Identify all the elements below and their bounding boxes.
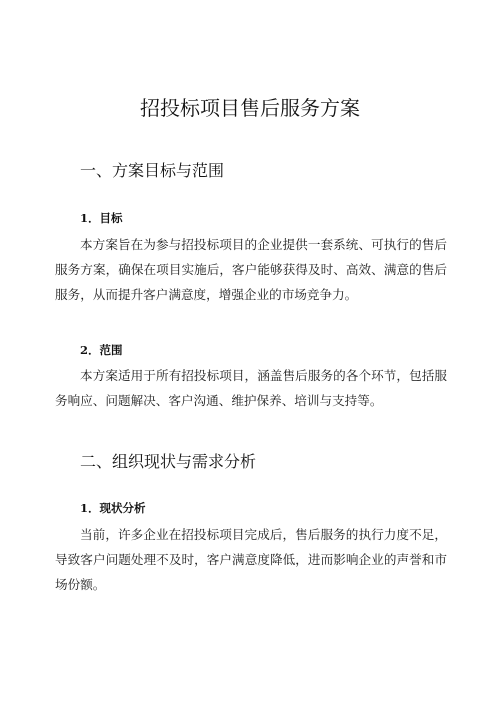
subsection-heading-goal: 1．目标: [80, 211, 123, 225]
section-heading-2: 二、组织现状与需求分析: [80, 452, 257, 471]
subsection-heading-status: 1．现状分析: [80, 501, 146, 515]
subsection-heading-scope: 2．范围: [80, 343, 123, 357]
paragraph-status: 当前，许多企业在招投标项目完成后，售后服务的执行力度不足，导致客户问题处理不及时，客户满意度降低，进而影响企业的声誉和市场份额。: [55, 527, 447, 592]
paragraph-goal: 本方案旨在为参与招投标项目的企业提供一套系统、可执行的售后服务方案，确保在项目实施后，客户能够获得及时、高效、满意的售后服务，从而提升客户满意度，增强企业的市场竞争力。: [55, 237, 447, 302]
section-heading-1: 一、方案目标与范围: [80, 161, 225, 180]
paragraph-scope: 本方案适用于所有招投标项目，涵盖售后服务的各个环节，包括服务响应、问题解决、客户沟通、维护保养、培训与支持等。: [55, 368, 447, 408]
document-title: 招投标项目售后服务方案: [140, 96, 360, 120]
